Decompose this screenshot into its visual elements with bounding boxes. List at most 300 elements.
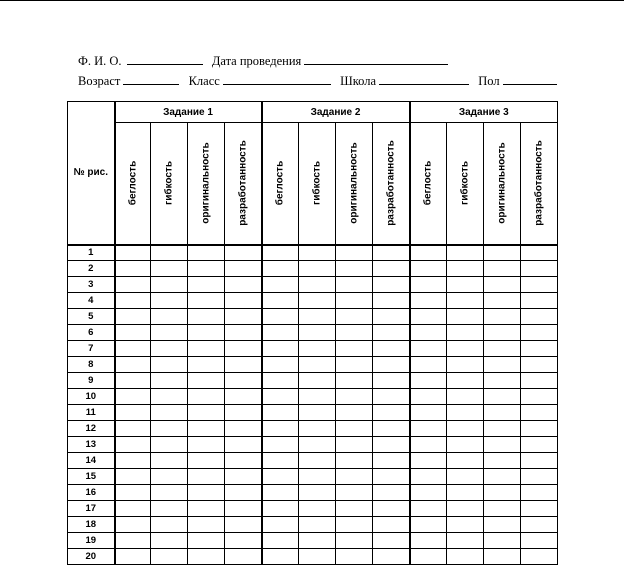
score-cell[interactable] (336, 261, 373, 277)
score-cell[interactable] (299, 533, 336, 549)
score-cell[interactable] (410, 469, 447, 485)
score-cell[interactable] (188, 293, 225, 309)
score-cell[interactable] (225, 389, 262, 405)
row-number: 19 (68, 533, 115, 549)
table-row (68, 293, 558, 309)
criterion-label: гибкость (459, 161, 471, 206)
score-cell[interactable] (336, 501, 373, 517)
score-cell[interactable] (373, 501, 410, 517)
score-cell[interactable] (484, 517, 521, 533)
score-cell[interactable] (521, 357, 558, 373)
scoring-table (67, 101, 558, 565)
score-cell[interactable] (115, 245, 151, 261)
score-cell[interactable] (188, 309, 225, 325)
criterion-header-cell (484, 123, 521, 245)
score-cell[interactable] (521, 245, 558, 261)
score-cell[interactable] (225, 501, 262, 517)
score-cell[interactable] (410, 437, 447, 453)
score-cell[interactable] (262, 405, 299, 421)
school-field[interactable] (379, 73, 469, 85)
task-header-2: Задание 2 (262, 102, 410, 123)
table-row (68, 469, 558, 485)
score-cell[interactable] (484, 549, 521, 565)
row-number: 10 (68, 389, 115, 405)
score-cell[interactable] (299, 245, 336, 261)
score-cell[interactable] (299, 293, 336, 309)
score-cell[interactable] (225, 325, 262, 341)
score-cell[interactable] (188, 501, 225, 517)
score-cell[interactable] (373, 437, 410, 453)
score-cell[interactable] (188, 533, 225, 549)
score-cell[interactable] (151, 341, 188, 357)
score-cell[interactable] (262, 469, 299, 485)
score-cell[interactable] (151, 421, 188, 437)
score-cell[interactable] (188, 277, 225, 293)
criterion-label: разработанность (533, 140, 545, 227)
score-cell[interactable] (521, 293, 558, 309)
score-cell[interactable] (373, 453, 410, 469)
score-cell[interactable] (151, 453, 188, 469)
score-cell[interactable] (188, 357, 225, 373)
score-cell[interactable] (299, 341, 336, 357)
score-cell[interactable] (447, 533, 484, 549)
score-cell[interactable] (188, 517, 225, 533)
score-cell[interactable] (447, 437, 484, 453)
score-cell[interactable] (299, 549, 336, 565)
score-cell[interactable] (151, 437, 188, 453)
score-cell[interactable] (373, 469, 410, 485)
score-cell[interactable] (262, 533, 299, 549)
score-cell[interactable] (151, 469, 188, 485)
score-cell[interactable] (225, 293, 262, 309)
score-cell[interactable] (410, 549, 447, 565)
score-cell[interactable] (262, 357, 299, 373)
score-cell[interactable] (225, 437, 262, 453)
score-cell[interactable] (151, 261, 188, 277)
score-cell[interactable] (299, 517, 336, 533)
figure-number-header: № рис. (68, 102, 115, 245)
criterion-header-cell (262, 123, 299, 245)
score-cell[interactable] (336, 437, 373, 453)
score-cell[interactable] (262, 485, 299, 501)
score-cell[interactable] (373, 261, 410, 277)
score-cell[interactable] (115, 453, 151, 469)
table-row (68, 421, 558, 437)
score-cell[interactable] (410, 309, 447, 325)
age-field[interactable] (123, 73, 179, 85)
score-cell[interactable] (521, 373, 558, 389)
score-cell[interactable] (151, 373, 188, 389)
score-cell[interactable] (336, 485, 373, 501)
task-header-3: Задание 3 (410, 102, 558, 123)
score-cell[interactable] (484, 341, 521, 357)
score-cell[interactable] (373, 341, 410, 357)
score-cell[interactable] (410, 261, 447, 277)
score-cell[interactable] (484, 309, 521, 325)
score-cell[interactable] (262, 373, 299, 389)
score-cell[interactable] (188, 341, 225, 357)
score-cell[interactable] (225, 517, 262, 533)
score-cell[interactable] (373, 325, 410, 341)
score-cell[interactable] (484, 405, 521, 421)
score-cell[interactable] (188, 485, 225, 501)
score-cell[interactable] (115, 405, 151, 421)
score-cell[interactable] (336, 309, 373, 325)
score-cell[interactable] (410, 389, 447, 405)
criterion-header-cell (447, 123, 484, 245)
score-cell[interactable] (188, 245, 225, 261)
score-cell[interactable] (484, 373, 521, 389)
score-cell[interactable] (225, 309, 262, 325)
score-cell[interactable] (262, 245, 299, 261)
score-cell[interactable] (484, 533, 521, 549)
criterion-header-cell (299, 123, 336, 245)
score-cell[interactable] (262, 277, 299, 293)
score-cell[interactable] (151, 549, 188, 565)
score-cell[interactable] (151, 309, 188, 325)
score-cell[interactable] (262, 501, 299, 517)
score-cell[interactable] (336, 517, 373, 533)
score-cell[interactable] (225, 485, 262, 501)
score-cell[interactable] (521, 533, 558, 549)
score-cell[interactable] (410, 277, 447, 293)
score-cell[interactable] (447, 469, 484, 485)
score-cell[interactable] (225, 277, 262, 293)
score-cell[interactable] (410, 325, 447, 341)
score-cell[interactable] (484, 277, 521, 293)
score-cell[interactable] (373, 533, 410, 549)
table-row (68, 245, 558, 261)
criterion-label: гибкость (163, 161, 175, 206)
score-cell[interactable] (373, 517, 410, 533)
task-header-row (68, 102, 558, 123)
score-cell[interactable] (188, 325, 225, 341)
table-row (68, 533, 558, 549)
score-cell[interactable] (410, 293, 447, 309)
score-cell[interactable] (115, 389, 151, 405)
score-cell[interactable] (115, 421, 151, 437)
score-cell[interactable] (373, 421, 410, 437)
score-cell[interactable] (484, 261, 521, 277)
score-cell[interactable] (484, 245, 521, 261)
score-cell[interactable] (336, 325, 373, 341)
score-cell[interactable] (410, 533, 447, 549)
score-cell[interactable] (484, 389, 521, 405)
score-cell[interactable] (151, 325, 188, 341)
score-cell[interactable] (115, 357, 151, 373)
table-row (68, 405, 558, 421)
score-cell[interactable] (521, 389, 558, 405)
score-cell[interactable] (262, 325, 299, 341)
score-cell[interactable] (447, 517, 484, 533)
criterion-label: разработанность (237, 140, 249, 227)
score-cell[interactable] (115, 261, 151, 277)
score-cell[interactable] (410, 453, 447, 469)
score-cell[interactable] (262, 389, 299, 405)
score-cell[interactable] (336, 373, 373, 389)
score-cell[interactable] (299, 437, 336, 453)
score-cell[interactable] (521, 501, 558, 517)
score-cell[interactable] (447, 405, 484, 421)
table-row (68, 389, 558, 405)
score-cell[interactable] (336, 533, 373, 549)
score-cell[interactable] (151, 517, 188, 533)
criterion-label: беглость (274, 161, 286, 206)
score-cell[interactable] (188, 549, 225, 565)
score-cell[interactable] (410, 501, 447, 517)
score-cell[interactable] (299, 421, 336, 437)
score-cell[interactable] (336, 293, 373, 309)
score-cell[interactable] (447, 389, 484, 405)
score-cell[interactable] (447, 341, 484, 357)
score-cell[interactable] (447, 325, 484, 341)
score-cell[interactable] (521, 277, 558, 293)
score-cell[interactable] (484, 437, 521, 453)
date-field[interactable] (304, 53, 448, 65)
criteria-header-row (68, 123, 558, 245)
score-cell[interactable] (262, 261, 299, 277)
score-cell[interactable] (447, 309, 484, 325)
row-number: 16 (68, 485, 115, 501)
score-cell[interactable] (447, 261, 484, 277)
criterion-label: оригинальность (348, 142, 360, 224)
school-label: Школа (340, 74, 376, 88)
score-cell[interactable] (115, 293, 151, 309)
score-cell[interactable] (484, 421, 521, 437)
top-rule (0, 0, 624, 1)
row-number: 1 (68, 245, 115, 261)
score-cell[interactable] (225, 405, 262, 421)
score-cell[interactable] (336, 421, 373, 437)
score-cell[interactable] (410, 245, 447, 261)
criterion-label: оригинальность (200, 142, 212, 224)
score-cell[interactable] (447, 373, 484, 389)
table-row (68, 341, 558, 357)
score-cell[interactable] (151, 485, 188, 501)
score-cell[interactable] (410, 373, 447, 389)
score-cell[interactable] (484, 453, 521, 469)
score-cell[interactable] (447, 453, 484, 469)
score-cell[interactable] (115, 501, 151, 517)
score-cell[interactable] (484, 325, 521, 341)
score-cell[interactable] (447, 245, 484, 261)
score-cell[interactable] (521, 325, 558, 341)
score-cell[interactable] (336, 357, 373, 373)
table-row (68, 517, 558, 533)
criterion-header-cell (225, 123, 262, 245)
score-cell[interactable] (225, 549, 262, 565)
score-cell[interactable] (115, 549, 151, 565)
score-cell[interactable] (521, 309, 558, 325)
criterion-label: гибкость (311, 161, 323, 206)
score-cell[interactable] (115, 373, 151, 389)
score-cell[interactable] (299, 325, 336, 341)
score-cell[interactable] (447, 293, 484, 309)
row-number: 9 (68, 373, 115, 389)
score-cell[interactable] (299, 261, 336, 277)
score-cell[interactable] (373, 309, 410, 325)
score-cell[interactable] (225, 421, 262, 437)
task-header-1: Задание 1 (115, 102, 262, 123)
score-cell[interactable] (188, 373, 225, 389)
score-cell[interactable] (336, 341, 373, 357)
score-cell[interactable] (410, 421, 447, 437)
table-row (68, 549, 558, 565)
criterion-header-cell (188, 123, 225, 245)
score-cell[interactable] (373, 485, 410, 501)
score-cell[interactable] (188, 469, 225, 485)
score-cell[interactable] (484, 501, 521, 517)
score-cell[interactable] (115, 437, 151, 453)
score-cell[interactable] (521, 405, 558, 421)
score-cell[interactable] (225, 261, 262, 277)
score-cell[interactable] (115, 517, 151, 533)
row-number: 5 (68, 309, 115, 325)
score-cell[interactable] (262, 341, 299, 357)
score-cell[interactable] (188, 421, 225, 437)
score-cell[interactable] (262, 517, 299, 533)
score-cell[interactable] (521, 469, 558, 485)
score-cell[interactable] (262, 437, 299, 453)
score-cell[interactable] (225, 245, 262, 261)
score-cell[interactable] (151, 277, 188, 293)
score-cell[interactable] (151, 501, 188, 517)
score-cell[interactable] (299, 357, 336, 373)
score-cell[interactable] (299, 389, 336, 405)
score-cell[interactable] (410, 517, 447, 533)
score-cell[interactable] (336, 389, 373, 405)
score-cell[interactable] (373, 357, 410, 373)
score-cell[interactable] (447, 485, 484, 501)
score-cell[interactable] (115, 533, 151, 549)
score-cell[interactable] (225, 373, 262, 389)
score-cell[interactable] (336, 453, 373, 469)
score-cell[interactable] (484, 469, 521, 485)
full-name-field[interactable] (127, 53, 203, 65)
score-cell[interactable] (115, 325, 151, 341)
score-cell[interactable] (521, 453, 558, 469)
score-cell[interactable] (115, 341, 151, 357)
score-cell[interactable] (299, 485, 336, 501)
class-label: Класс (188, 74, 220, 88)
row-number: 13 (68, 437, 115, 453)
score-cell[interactable] (151, 293, 188, 309)
score-cell[interactable] (225, 453, 262, 469)
score-cell[interactable] (373, 549, 410, 565)
score-cell[interactable] (447, 501, 484, 517)
score-cell[interactable] (373, 405, 410, 421)
score-cell[interactable] (262, 421, 299, 437)
score-cell[interactable] (115, 277, 151, 293)
score-cell[interactable] (115, 309, 151, 325)
score-cell[interactable] (521, 485, 558, 501)
score-cell[interactable] (151, 389, 188, 405)
score-cell[interactable] (447, 277, 484, 293)
score-cell[interactable] (262, 309, 299, 325)
score-cell[interactable] (336, 277, 373, 293)
score-cell[interactable] (336, 405, 373, 421)
score-cell[interactable] (299, 277, 336, 293)
full-name-label: Ф. И. О. (78, 54, 122, 68)
score-cell[interactable] (299, 373, 336, 389)
score-cell[interactable] (410, 341, 447, 357)
score-cell[interactable] (373, 277, 410, 293)
score-cell[interactable] (262, 549, 299, 565)
score-cell[interactable] (410, 357, 447, 373)
score-cell[interactable] (299, 453, 336, 469)
score-cell[interactable] (521, 261, 558, 277)
score-cell[interactable] (225, 357, 262, 373)
score-cell[interactable] (151, 533, 188, 549)
score-cell[interactable] (484, 485, 521, 501)
score-cell[interactable] (484, 293, 521, 309)
score-cell[interactable] (447, 549, 484, 565)
score-cell[interactable] (299, 405, 336, 421)
criterion-header-cell (373, 123, 410, 245)
score-cell[interactable] (299, 309, 336, 325)
score-cell[interactable] (188, 261, 225, 277)
score-cell[interactable] (336, 469, 373, 485)
class-field[interactable] (223, 73, 331, 85)
score-cell[interactable] (188, 389, 225, 405)
row-number: 3 (68, 277, 115, 293)
score-cell[interactable] (521, 517, 558, 533)
score-cell[interactable] (262, 293, 299, 309)
table-row (68, 309, 558, 325)
score-cell[interactable] (188, 453, 225, 469)
score-cell[interactable] (521, 341, 558, 357)
row-number: 2 (68, 261, 115, 277)
score-cell[interactable] (410, 405, 447, 421)
score-cell[interactable] (521, 437, 558, 453)
score-cell[interactable] (336, 549, 373, 565)
table-row (68, 277, 558, 293)
score-cell[interactable] (151, 357, 188, 373)
score-cell[interactable] (151, 245, 188, 261)
criterion-header-cell (115, 123, 151, 245)
score-cell[interactable] (410, 485, 447, 501)
score-cell[interactable] (447, 357, 484, 373)
table-row (68, 373, 558, 389)
score-cell[interactable] (225, 533, 262, 549)
score-cell[interactable] (115, 485, 151, 501)
score-cell[interactable] (225, 469, 262, 485)
score-cell[interactable] (373, 373, 410, 389)
score-cell[interactable] (151, 405, 188, 421)
score-cell[interactable] (188, 437, 225, 453)
sex-label: Пол (478, 74, 500, 88)
score-cell[interactable] (336, 245, 373, 261)
score-cell[interactable] (373, 293, 410, 309)
criterion-header-cell (521, 123, 558, 245)
score-cell[interactable] (484, 357, 521, 373)
sex-field[interactable] (503, 73, 557, 85)
score-cell[interactable] (188, 405, 225, 421)
score-cell[interactable] (447, 421, 484, 437)
score-cell[interactable] (262, 453, 299, 469)
score-cell[interactable] (115, 469, 151, 485)
score-cell[interactable] (373, 245, 410, 261)
score-cell[interactable] (299, 469, 336, 485)
score-cell[interactable] (299, 501, 336, 517)
score-cell[interactable] (521, 421, 558, 437)
score-cell[interactable] (521, 549, 558, 565)
criterion-label: оригинальность (496, 142, 508, 224)
score-cell[interactable] (225, 341, 262, 357)
criterion-label: разработанность (385, 140, 397, 227)
score-cell[interactable] (373, 389, 410, 405)
criterion-label: беглость (127, 161, 139, 206)
